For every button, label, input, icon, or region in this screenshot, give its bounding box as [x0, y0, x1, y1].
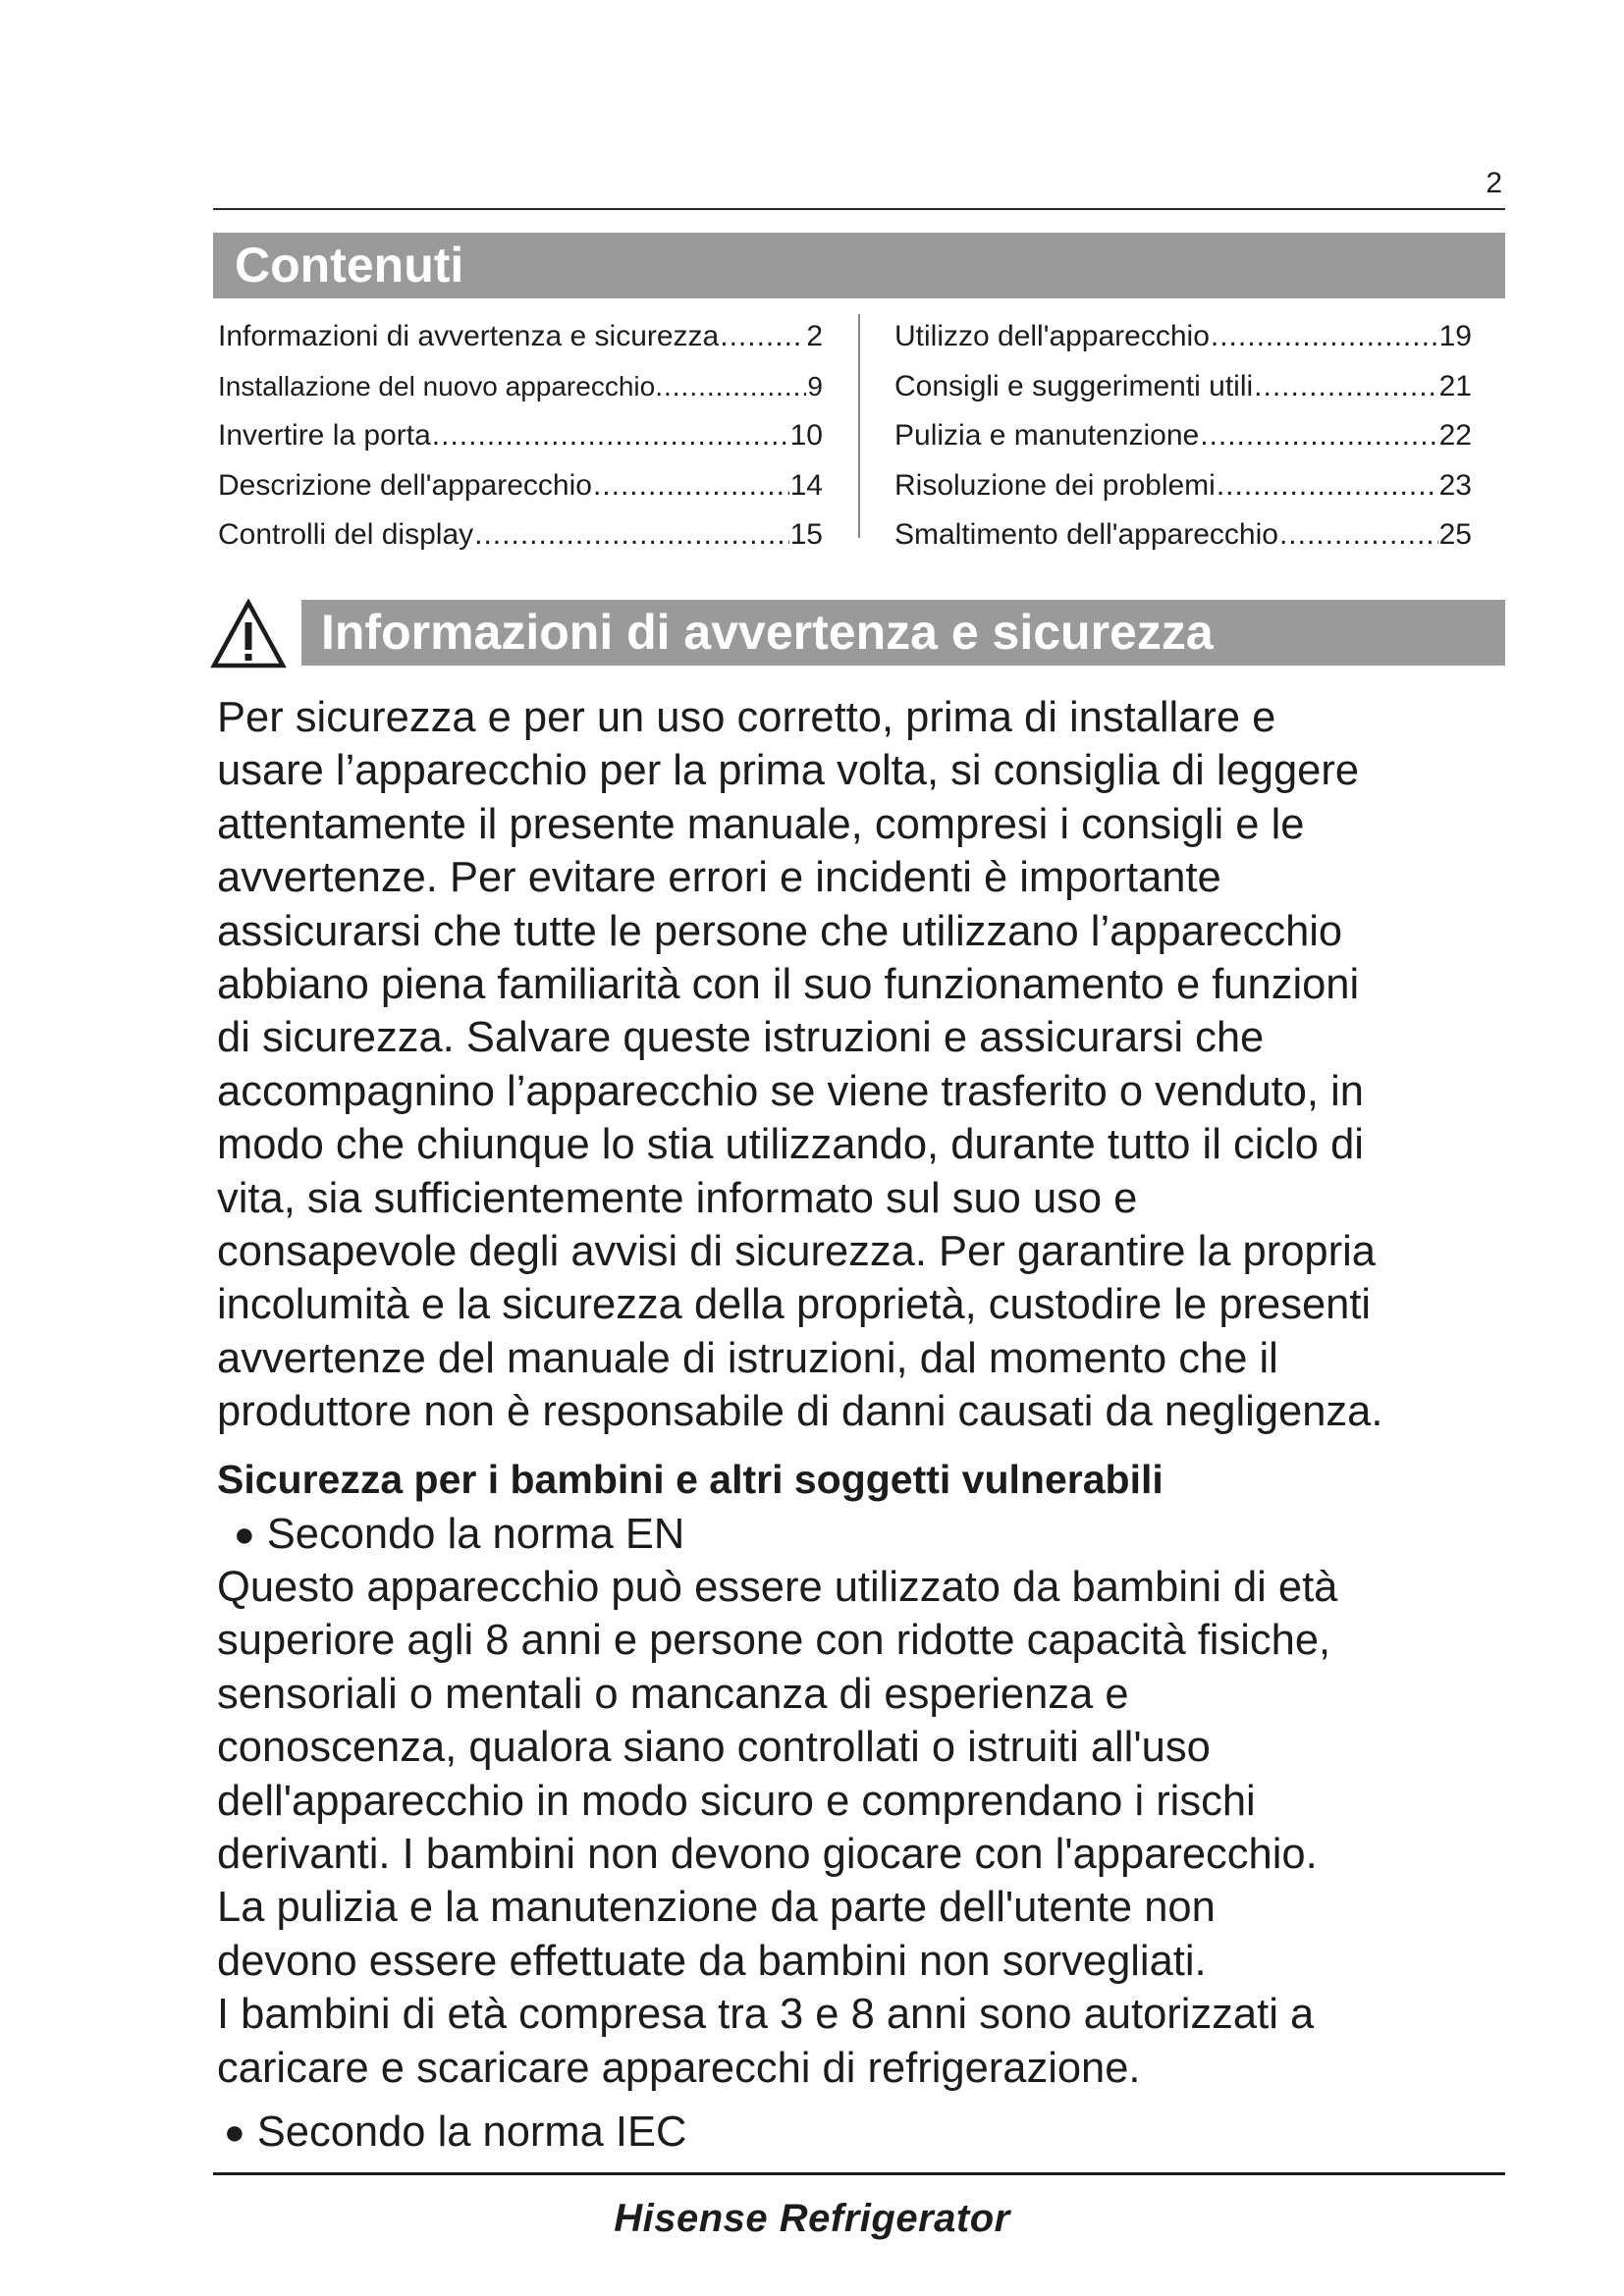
toc-entry[interactable] [894, 362, 1472, 412]
toc-entry-page: 25 [1438, 518, 1472, 551]
bullet-item-iec [224, 2106, 686, 2159]
toc-entry-title: Informazioni di avvertenza e sicurezza [218, 320, 720, 352]
toc-entry[interactable] [894, 411, 1472, 461]
toc-entry-title: Descrizione dell'apparecchio [218, 468, 592, 502]
toc-entry-title: Installazione del nuovo apparecchio. [218, 370, 663, 401]
text-line: superiore agli 8 anni e persone con ridotte capacità fisiche, [217, 1617, 1331, 1665]
bottom-rule [213, 2172, 1505, 2175]
en-norm-paragraph [217, 1561, 1513, 2095]
toc-entry-page: 10 [789, 419, 823, 452]
toc-entry-title: Pulizia e manutenzione [894, 419, 1200, 452]
text-line: usare l’apparecchio per la prima volta, si consiglia di leggere [217, 747, 1360, 795]
text-line: avvertenze. Per evitare errori e incidenti è importante [217, 854, 1221, 902]
text-line: La pulizia e la manutenzione da parte dell'utente non [217, 1884, 1216, 1932]
text-line: dell'apparecchio in modo sicuro e comprendano i rischi [217, 1777, 1256, 1825]
bullet-label: Secondo la norma IEC [256, 2109, 687, 2156]
text-line: caricare e scaricare apparecchi di refrigerazione. [217, 2044, 1141, 2092]
toc-entry-title: Controlli del display [218, 518, 474, 551]
safety-intro-paragraph [217, 691, 1513, 1439]
toc-entry[interactable] [218, 510, 823, 561]
text-line: avvertenze del manuale di istruzioni, dal momento che il [217, 1334, 1278, 1382]
text-line: assicurarsi che tutte le persone che utilizzano l’apparecchio [217, 907, 1343, 955]
toc-entry-page: 22 [1438, 419, 1472, 452]
safety-heading: Informazioni di avvertenza e sicurezza [301, 600, 1505, 666]
text-line: incolumità e la sicurezza della proprietà, custodire le presenti [217, 1281, 1372, 1329]
toc-entry-page: 23 [1438, 468, 1472, 502]
toc-entry-page: 19 [1438, 320, 1472, 352]
warning-triangle-icon [210, 599, 287, 669]
toc-entry-title: Risoluzione dei problemi [894, 468, 1216, 502]
toc-entry-page: 2 [806, 320, 823, 352]
toc-entry-page: 21 [1438, 369, 1472, 402]
toc-entry[interactable] [894, 312, 1472, 362]
bullet-icon: ● [234, 1514, 255, 1554]
toc-entry[interactable] [218, 362, 823, 412]
page-number: 2 [1486, 167, 1502, 199]
text-line: derivanti. I bambini non devono giocare con l'apparecchio. [217, 1831, 1318, 1879]
text-line: consapevole degli avvisi di sicurezza. Per garantire la propria [217, 1228, 1376, 1276]
footer-brand: Hisense Refrigerator [614, 2197, 1010, 2240]
toc-entry-page: 14 [789, 468, 823, 502]
toc-entry-title: Smaltimento dell'apparecchio [894, 518, 1278, 551]
text-line: conoscenza, qualora siano controllati o istruiti all'uso [217, 1724, 1211, 1772]
bullet-item-en [234, 1508, 684, 1561]
toc-entry[interactable] [894, 510, 1472, 561]
text-line: abbiano piena familiarità con il suo funzionamento e funzioni [217, 961, 1360, 1009]
toc-entry-page: 15 [789, 518, 823, 551]
text-line: devono essere effettuate da bambini non sorvegliati. [217, 1937, 1207, 1985]
text-line: attentamente il presente manuale, compresi i consigli e le [217, 800, 1305, 848]
toc-divider [858, 314, 860, 538]
text-line: Questo apparecchio può essere utilizzato da bambini di età [217, 1564, 1338, 1611]
toc-entry[interactable] [218, 312, 823, 362]
toc-entry-page: 9 [807, 370, 823, 401]
toc-entry[interactable] [894, 461, 1472, 511]
text-line: Per sicurezza e per un uso corretto, prima di installare e [217, 694, 1276, 741]
children-safety-subheading: Sicurezza per i bambini e altri soggetti vulnerabili [217, 1457, 1164, 1502]
text-line: modo che chiunque lo stia utilizzando, durante tutto il ciclo di [217, 1121, 1364, 1169]
bullet-icon: ● [224, 2111, 245, 2152]
toc-entry-title: Invertire la porta [218, 419, 431, 452]
text-line: produttore non è responsabile di danni causati da negligenza. [217, 1388, 1383, 1436]
text-line: sensoriali o mentali o mancanza di esperienza e [217, 1670, 1129, 1718]
toc-entry[interactable] [218, 461, 823, 511]
toc-left-column [218, 312, 823, 561]
text-line: di sicurezza. Salvare queste istruzioni e assicurarsi che [217, 1014, 1265, 1062]
text-line: vita, sia sufficientemente informato sul suo uso e [217, 1174, 1138, 1222]
top-rule [213, 208, 1505, 210]
contents-heading: Contenuti [213, 233, 1505, 298]
toc-entry-title: Consigli e suggerimenti utili [894, 369, 1254, 402]
text-line: I bambini di età compresa tra 3 e 8 anni sono autorizzati a [217, 1991, 1315, 2039]
toc-right-column [894, 312, 1472, 561]
toc-entry[interactable] [218, 411, 823, 461]
toc-entry-title: Utilizzo dell'apparecchio [894, 320, 1210, 352]
bullet-label: Secondo la norma EN [266, 1511, 685, 1558]
text-line: accompagnino l’apparecchio se viene trasferito o venduto, in [217, 1067, 1364, 1115]
